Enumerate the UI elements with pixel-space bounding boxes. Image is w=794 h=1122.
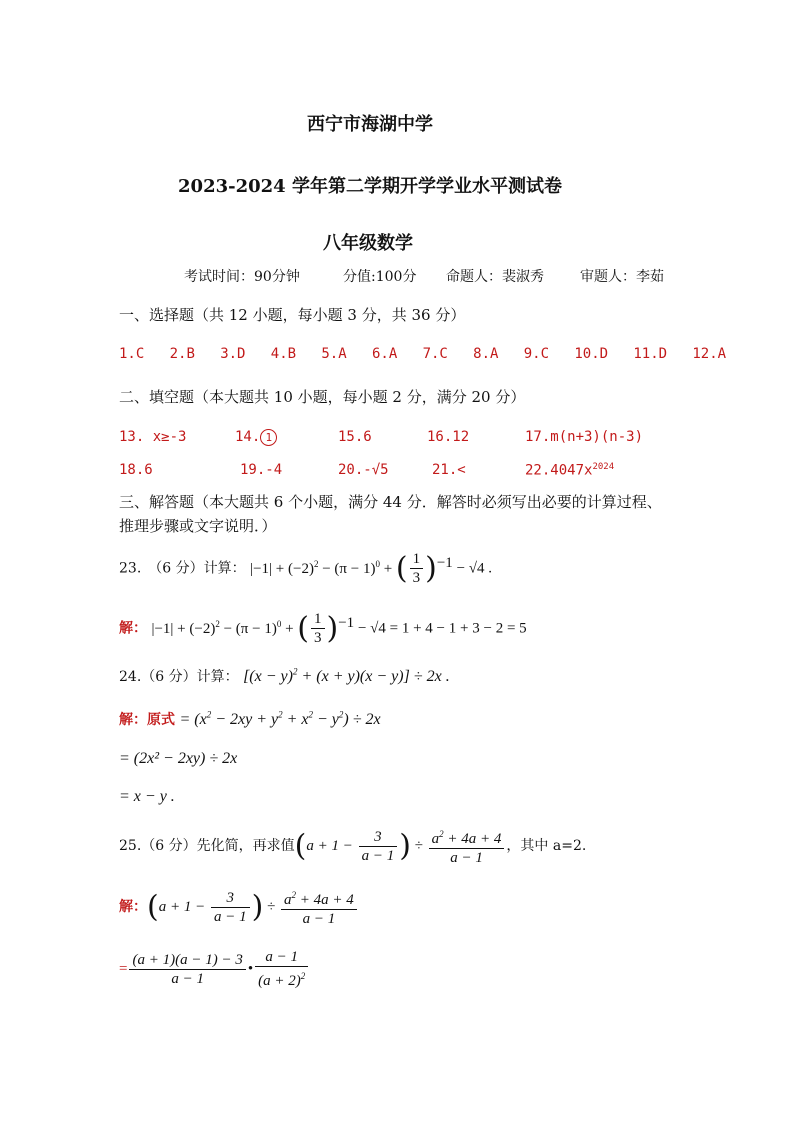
answer-5: 5.A <box>321 346 347 362</box>
subject-title: 八年级数学 <box>323 233 413 254</box>
answer-12: 12.A <box>692 346 727 362</box>
q23-solution: 解： $|-1| + (-2)^2 - (\pi - 1)^0$ + ( $\frac{1}{3}$ )$^{-1}$ − √4 = 1 + 4 − 1 + 3 − 2 = 5 <box>119 611 527 646</box>
q24-step3: = x − y . <box>119 788 175 805</box>
fill-answer-16: 16.12 <box>427 429 470 445</box>
q24-step2: = (2x² − 2xy) ÷ 2x <box>119 750 238 767</box>
exam-time: 考试时间：90分钟 <box>184 269 300 285</box>
exam-score: 分值:100分 <box>343 269 417 285</box>
answer-3: 3.D <box>220 346 246 362</box>
q24-problem: 24.（6 分）计算： $[(x - y)^2 + (x + y)(x - y)] \div 2x$ . <box>119 666 450 685</box>
fill-answer-22 <box>525 462 614 479</box>
circled-number-icon: 1 <box>260 429 277 446</box>
q25-label: 25.（6 分）先化简，再求值 <box>119 838 295 854</box>
q24-solution-label: 解：原式 <box>119 712 175 728</box>
fill-answer-14 <box>235 429 277 446</box>
section3-title-line2: 推理步骤或文字说明．） <box>119 517 277 535</box>
q23-problem: 23. （6 分）计算： $|-1| + (-2)^2 - (\pi - 1)^0$ + ( $\frac{1}{3}$ )$^{-1}$ − √4 . <box>119 551 493 586</box>
q25-problem: 25.（6 分）先化简，再求值(a + 1 − $\frac{3}{a - 1}$ ) ÷ $\frac{a^2 + 4a + 4}{a - 1}$ ，其中 a=2. <box>119 825 586 867</box>
fill-answer-21: 21.< <box>432 462 466 478</box>
q24-label: 24.（6 分）计算： <box>119 669 239 685</box>
answer-6: 6.A <box>371 346 398 362</box>
fill-answer-19: 19.-4 <box>240 462 283 478</box>
answer-9: 9.C <box>523 346 550 362</box>
answer-8: 8.A <box>473 346 499 362</box>
answer-2: 2.B <box>169 346 195 362</box>
fill-answer-15: 15.6 <box>338 429 372 445</box>
exam-title: 2023-2024 学年第二学期开学学业水平测试卷 <box>178 176 562 197</box>
section2-title: 二、填空题（本大题共 10 小题，每小题 2 分，满分 20 分） <box>119 388 526 406</box>
section1-title: 一、选择题（共 12 小题，每小题 3 分，共 36 分） <box>119 306 466 324</box>
answer-11: 11.D <box>633 346 668 362</box>
q25-solution: 解：(a + 1 − $\frac{3}{a - 1}$ ) ÷ $\frac{a^2 + 4a + 4}{a - 1}$ <box>119 886 359 928</box>
exam-reviewer: 审题人：李茹 <box>580 269 664 285</box>
q23-result: = 1 + 4 − 1 + 3 − 2 = 5 <box>389 620 527 637</box>
q25-condition: ，其中 a=2. <box>506 838 587 854</box>
answer-7: 7.C <box>422 346 448 362</box>
fill-answer-22-base: 22.4047x <box>525 462 593 479</box>
q23-label: 23. （6 分）计算： <box>119 560 246 577</box>
answer-1: 1.C <box>119 346 145 362</box>
answer-4: 4.B <box>270 346 297 362</box>
school-name: 西宁市海湖中学 <box>307 114 433 135</box>
fill-answer-17: 17.m(n+3)(n-3) <box>525 429 644 445</box>
fill-answer-22-exponent: 2024 <box>592 462 615 472</box>
choice-answers <box>119 346 726 362</box>
fill-answer-18: 18.6 <box>119 462 153 478</box>
fill-answer-20: 20.-√5 <box>338 462 389 478</box>
q24-solution: 解：原式 = $(x^2 - 2xy + y^2 + x^2 - y^2) \div 2x$ <box>119 709 381 728</box>
fill-answer-14-label: 14. <box>235 429 261 445</box>
q23-solution-label: 解： <box>119 620 147 637</box>
section3-title-line1: 三、解答题（本大题共 6 个小题，满分 44 分．解答时必须写出必要的计算过程、 <box>119 493 662 511</box>
fill-answer-13: 13. x≥-3 <box>119 429 187 445</box>
answer-10: 10.D <box>574 346 609 362</box>
q25-solution-label: 解： <box>119 899 147 915</box>
exam-author: 命题人：裴淑秀 <box>446 269 544 285</box>
q25-step2: = $\frac{(a + 1)(a - 1) - 3}{a - 1}$ • $\frac{a - 1}{(a + 2)^2}$ <box>119 948 310 990</box>
